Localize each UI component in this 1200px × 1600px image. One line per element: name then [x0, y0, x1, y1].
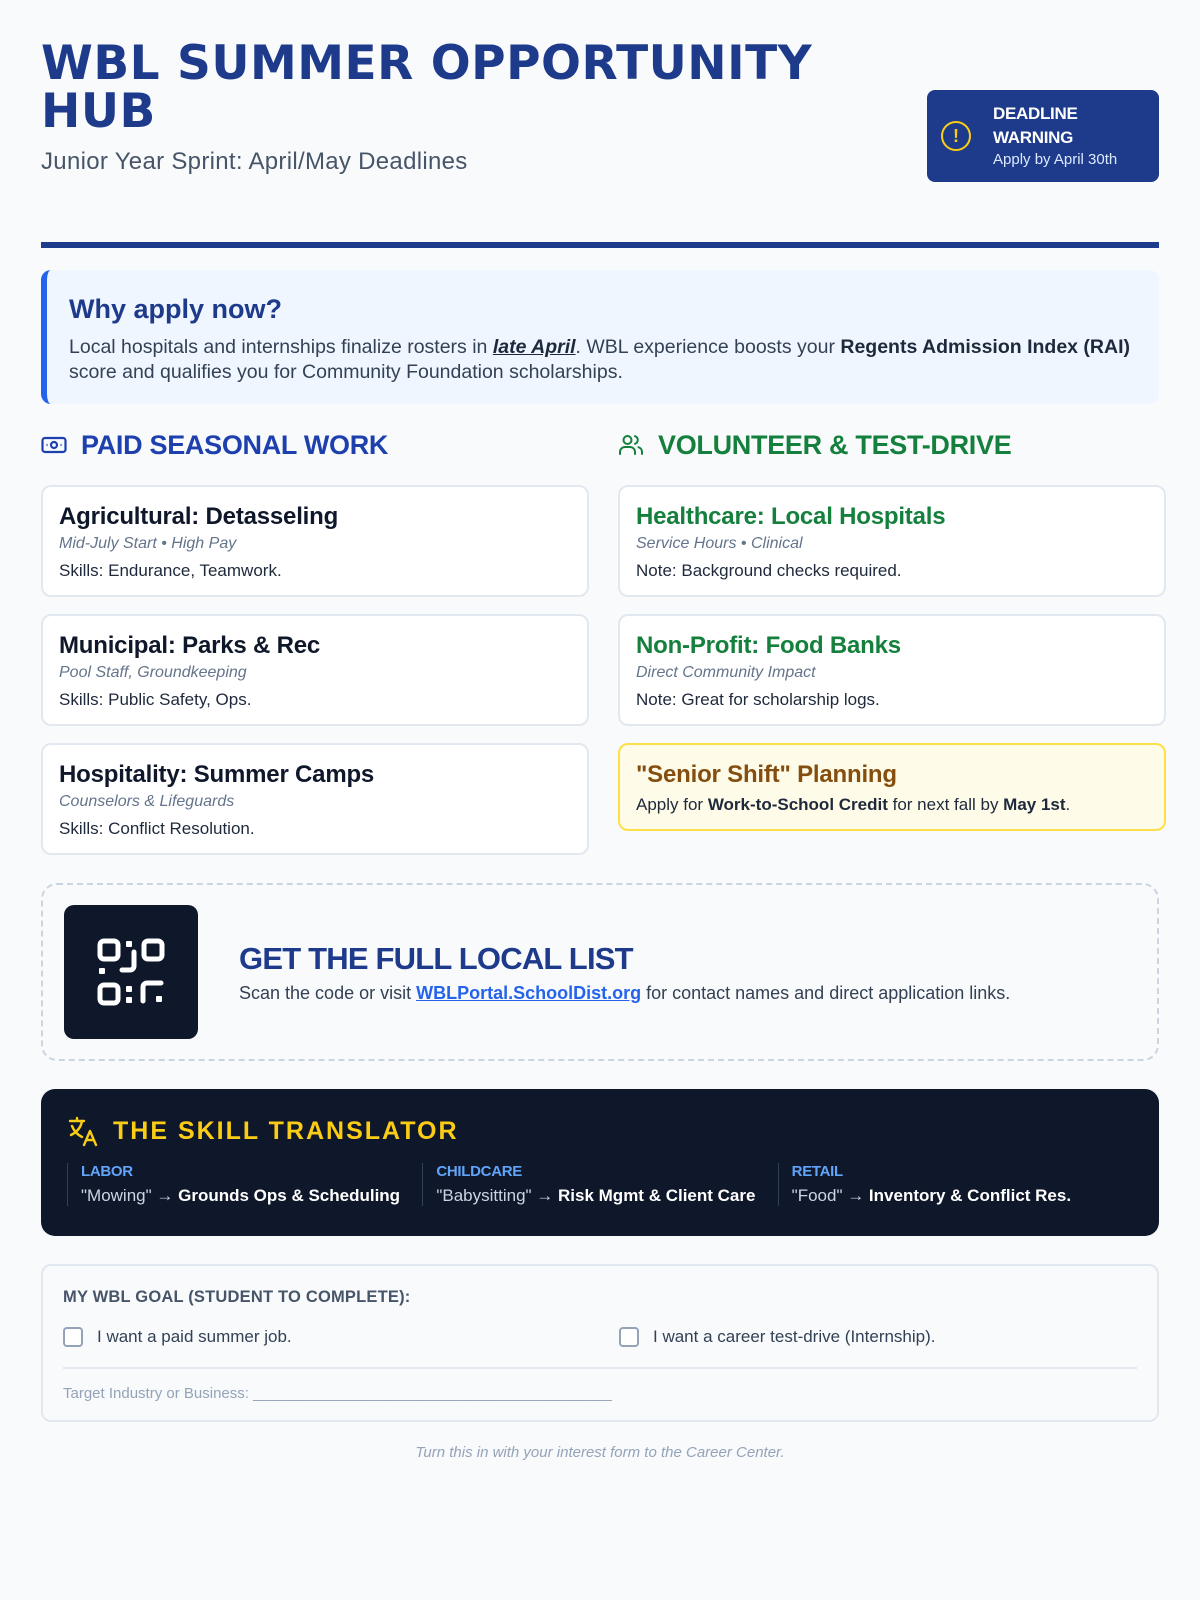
card-meta: Mid-July Start • High Pay	[59, 535, 237, 552]
skill-item	[778, 1163, 1133, 1206]
note-bold-date: May 1st	[1003, 795, 1066, 814]
header	[41, 36, 1159, 210]
full-list-text	[239, 983, 1010, 1004]
deadline-subtitle: Apply by April 30th	[993, 151, 1118, 168]
qr-code-icon	[64, 905, 198, 1039]
card-note: Skills: Public Safety, Ops.	[59, 690, 252, 709]
note-part: for next fall by	[887, 795, 1004, 814]
card-note: Note: Great for scholarship logs.	[636, 690, 880, 709]
skill-from: "Babysitting" →	[436, 1186, 559, 1205]
card-meta: Direct Community Impact	[636, 664, 816, 681]
note-part: .	[1065, 795, 1071, 814]
opportunity-columns	[41, 428, 1159, 853]
card-title: Healthcare: Local Hospitals	[636, 503, 946, 530]
skill-translation	[436, 1186, 777, 1206]
money-bill-icon	[41, 432, 67, 458]
deadline-title: DEADLINE WARNING	[993, 104, 1078, 147]
test-drive-option[interactable]	[619, 1327, 936, 1347]
skill-translator	[41, 1089, 1159, 1236]
why-emphasis-rai: Regents Admission Index (RAI)	[840, 336, 1131, 358]
translate-icon	[67, 1115, 99, 1147]
why-apply-box	[41, 270, 1159, 404]
page-subtitle: Junior Year Sprint: April/May Deadlines	[41, 148, 468, 175]
full-list-heading: GET THE FULL LOCAL LIST	[239, 940, 633, 976]
users-icon	[618, 432, 644, 458]
skill-item	[422, 1163, 777, 1206]
volunteer-card	[618, 485, 1166, 597]
card-title: Municipal: Parks & Rec	[59, 632, 321, 659]
skill-to: Grounds Ops & Scheduling	[178, 1186, 401, 1205]
skill-translator-heading	[67, 1115, 1133, 1147]
deadline-warning-badge	[927, 90, 1159, 182]
skill-item	[67, 1163, 422, 1206]
page-title: WBL SUMMER OPPORTUNITY HUB	[41, 36, 813, 139]
footer-note: Turn this in with your interest form to the Career Center.	[415, 1444, 785, 1461]
paid-column	[41, 428, 589, 872]
paid-card	[41, 614, 589, 726]
why-heading: Why apply now?	[69, 294, 282, 324]
card-title: Non-Profit: Food Banks	[636, 632, 901, 659]
skill-category: RETAIL	[791, 1163, 843, 1180]
why-text-part: score and qualifies you for Community Foundation scholarships.	[69, 361, 623, 383]
paid-card	[41, 743, 589, 855]
header-divider	[41, 242, 1159, 248]
skill-to: Inventory & Conflict Res.	[868, 1186, 1072, 1205]
full-list-text-part: for contact names and direct application links.	[641, 982, 1011, 1003]
full-list-text-part: Scan the code or visit	[239, 982, 417, 1003]
skill-from: "Food" →	[791, 1186, 869, 1205]
goal-divider	[63, 1367, 1137, 1369]
skill-category: CHILDCARE	[436, 1163, 522, 1180]
why-text	[69, 335, 1135, 385]
goal-title: MY WBL GOAL (STUDENT TO COMPLETE):	[63, 1288, 411, 1306]
card-meta: Counselors & Lifeguards	[59, 793, 235, 810]
card-note: Skills: Conflict Resolution.	[59, 819, 255, 838]
goal-options	[63, 1327, 1137, 1353]
card-note: Note: Background checks required.	[636, 561, 902, 580]
paid-heading	[41, 428, 589, 462]
skill-translation	[792, 1186, 1133, 1206]
skill-category: LABOR	[81, 1163, 133, 1180]
paid-job-option[interactable]	[63, 1327, 292, 1347]
test-drive-checkbox[interactable]	[619, 1327, 639, 1347]
card-title: "Senior Shift" Planning	[636, 761, 897, 788]
paid-heading-label: PAID SEASONAL WORK	[81, 429, 389, 460]
skill-translation	[81, 1186, 422, 1206]
card-note	[636, 795, 1148, 815]
test-drive-label: I want a career test-drive (Internship).	[653, 1327, 936, 1346]
portal-link[interactable]: WBLPortal.SchoolDist.org	[416, 982, 642, 1003]
wbl-goal-form	[41, 1264, 1159, 1422]
card-meta: Service Hours • Clinical	[636, 535, 803, 552]
volunteer-heading	[618, 428, 1166, 462]
note-bold-credit: Work-to-School Credit	[707, 795, 888, 814]
full-list-box	[41, 883, 1159, 1061]
card-title: Agricultural: Detasseling	[59, 503, 339, 530]
volunteer-column	[618, 428, 1166, 848]
target-industry-field[interactable]: Target Industry or Business: ___________________________________________	[63, 1384, 612, 1402]
card-title: Hospitality: Summer Camps	[59, 761, 375, 788]
why-text-part: . WBL experience boosts your	[575, 336, 841, 358]
card-meta: Pool Staff, Groundkeeping	[59, 664, 247, 681]
skill-to: Risk Mgmt & Client Care	[558, 1186, 756, 1205]
volunteer-heading-label: VOLUNTEER & TEST-DRIVE	[658, 429, 1012, 460]
why-text-part: Local hospitals and internships finalize rosters in	[69, 336, 493, 358]
why-emphasis-date: late April	[492, 336, 576, 358]
alert-circle-icon: !	[941, 121, 971, 151]
skill-list	[67, 1163, 1133, 1206]
volunteer-card	[618, 614, 1166, 726]
note-part: Apply for	[636, 795, 708, 814]
card-note: Skills: Endurance, Teamwork.	[59, 561, 282, 580]
paid-card	[41, 485, 589, 597]
skill-translator-heading-label: THE SKILL TRANSLATOR	[113, 1116, 459, 1145]
paid-job-checkbox[interactable]	[63, 1327, 83, 1347]
paid-job-label: I want a paid summer job.	[97, 1327, 292, 1346]
senior-shift-card	[618, 743, 1166, 831]
skill-from: "Mowing" →	[81, 1186, 179, 1205]
